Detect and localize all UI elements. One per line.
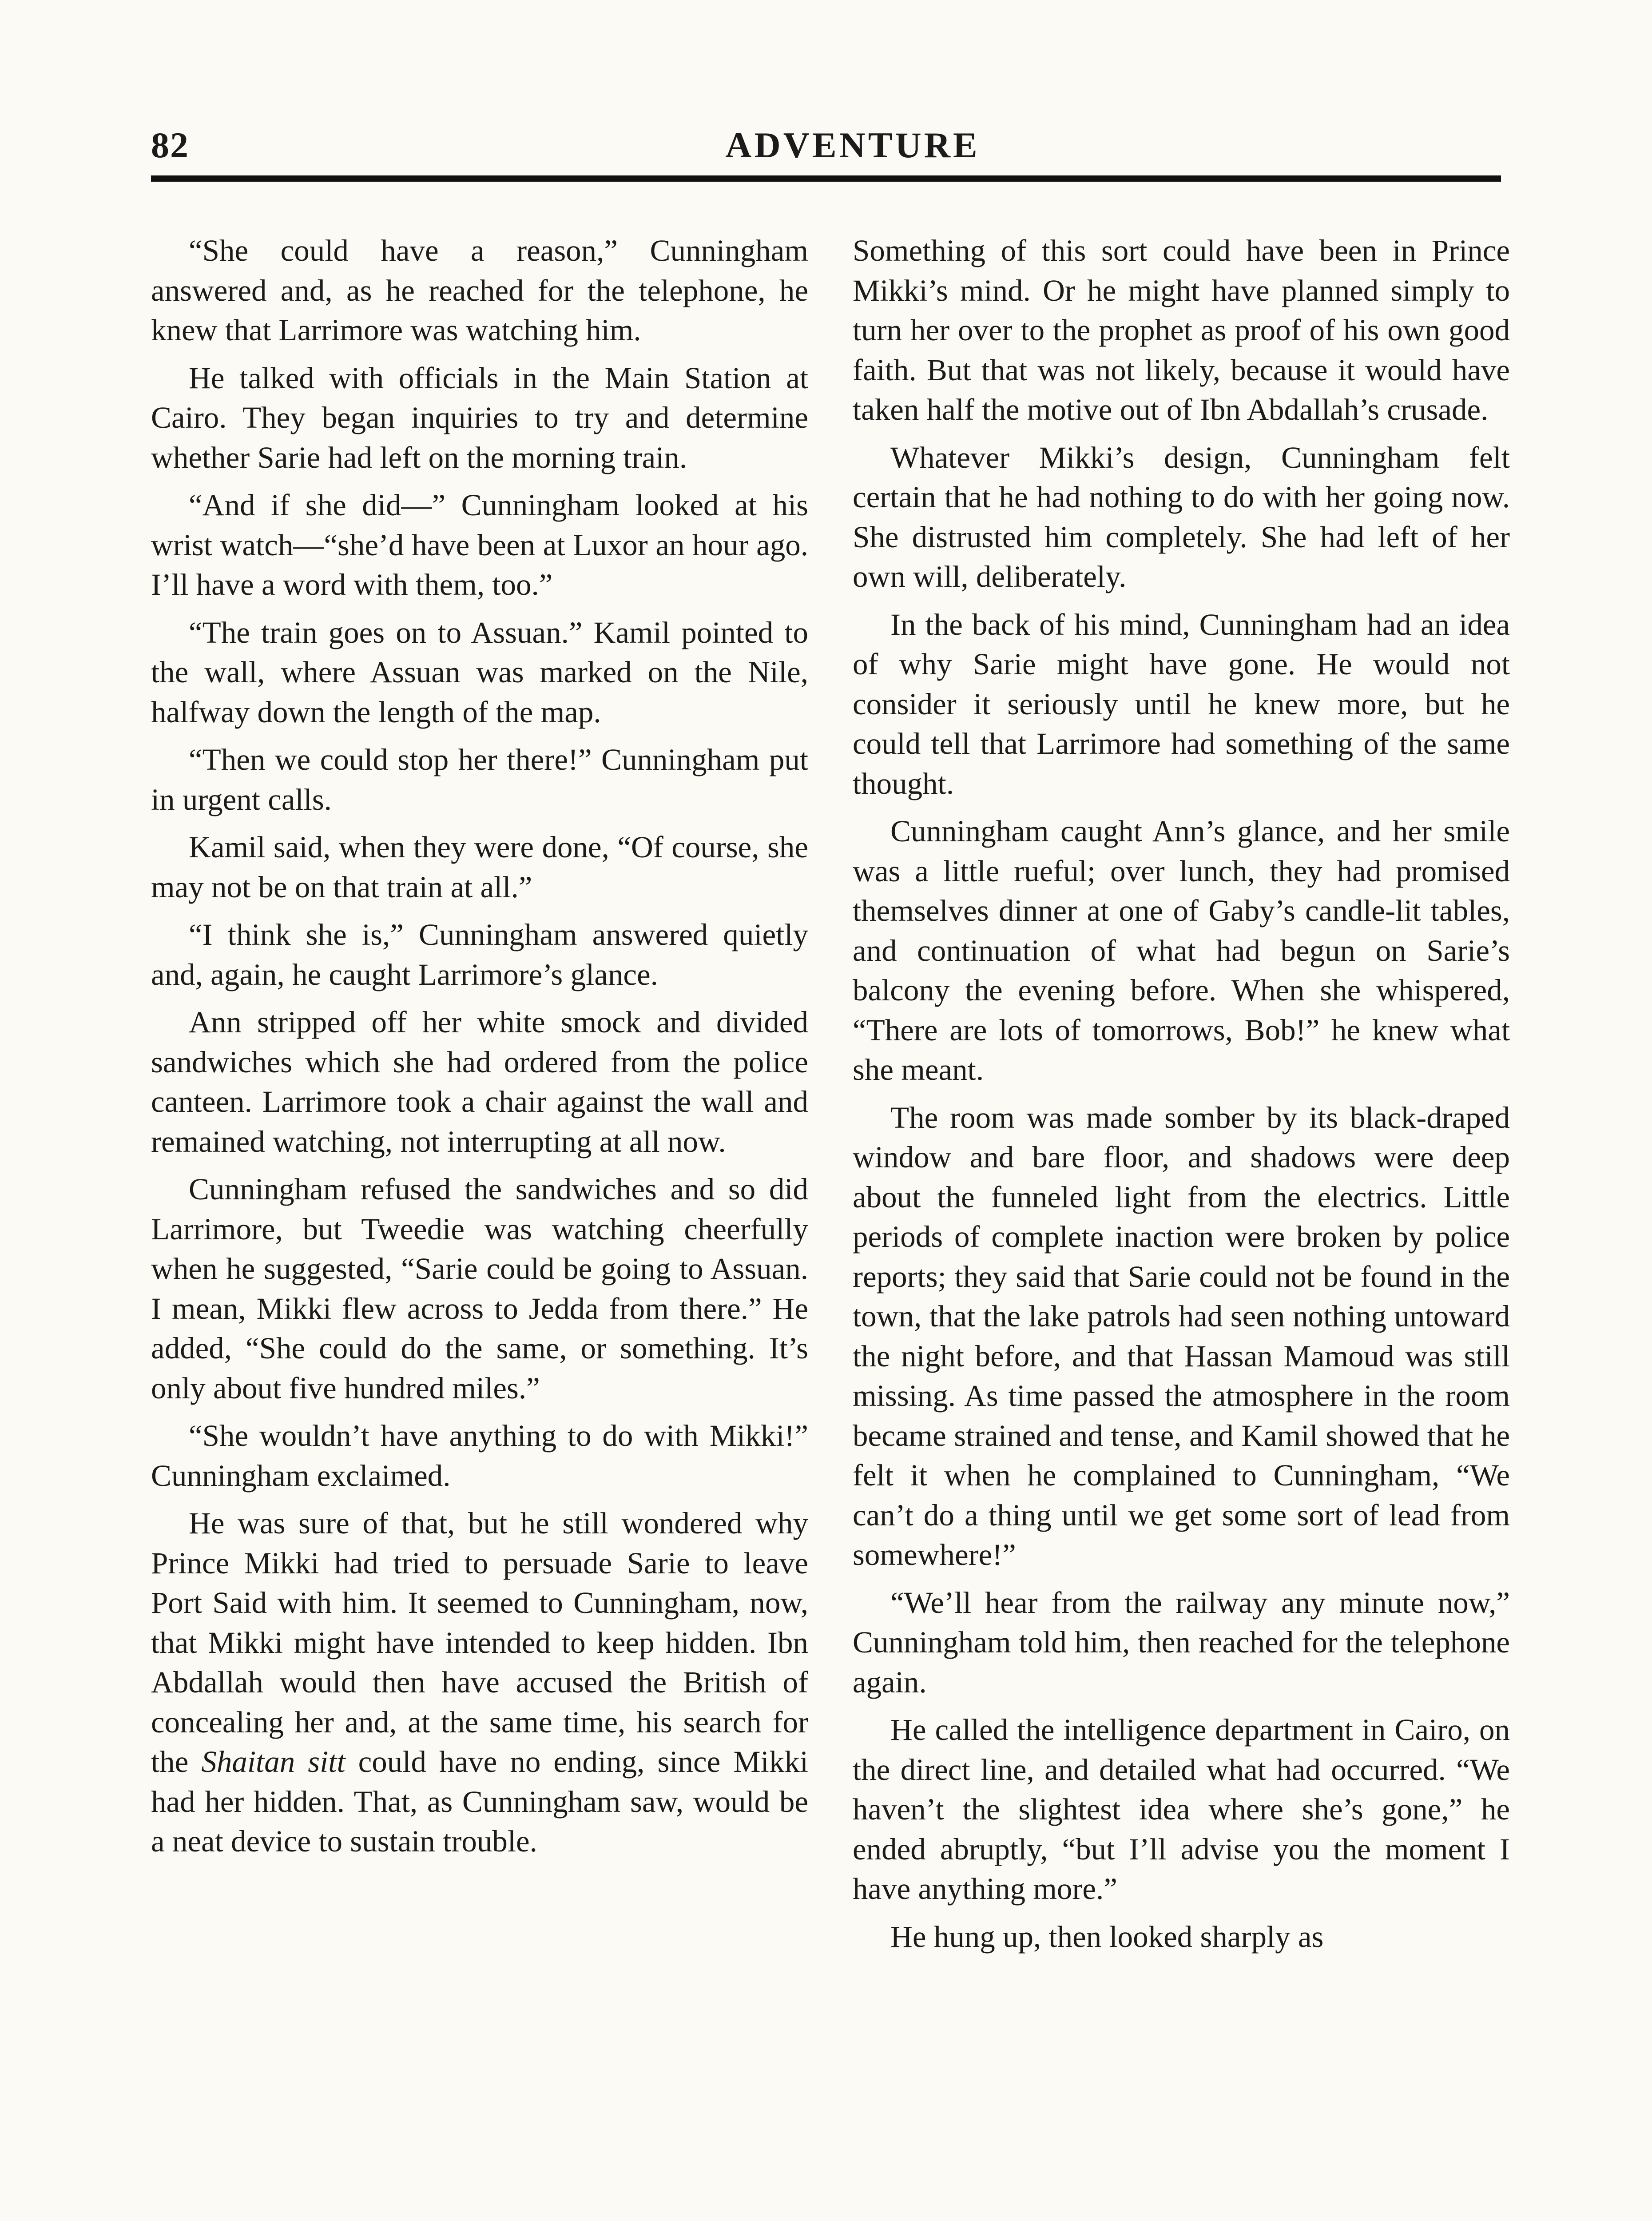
paragraph: Whatever Mikki’s design, Cunningham felt certain that he had nothing to do with her going now. She distrusted him completely. She had left of her own will, deliberately. (853, 440, 1510, 593)
paragraph: “I think she is,” Cunningham answered quietly and, again, he caught Larrimore’s glance. (151, 918, 808, 991)
paragraph: The room was made somber by its black-draped window and bare floor, and shadows were deep about the funneled light from the electrics. Little periods of complete inaction were broken by police reports; they said that Sarie could not be found in the town, that the lake patrols had seen nothing untoward the night before, and that Hassan Mamoud was still missing. As time passed the atmosphere in the room became strained and tense, and Kamil showed that he felt it when he complained to Cunningham, “We can’t do a thing until we get some sort of lead from somewhere!” (853, 1100, 1510, 1572)
header-rule (151, 175, 1501, 182)
page-header (151, 120, 1501, 173)
running-head-title: ADVENTURE (725, 125, 980, 165)
paragraph: Cunningham refused the sandwiches and so did Larrimore, but Tweedie was watching cheerfully when he suggested, “Sarie could be going to Assuan. I mean, Mikki flew across to Jedda from there.” He added, “She could do the same, or something. It’s only about five hundred miles.” (151, 1172, 808, 1405)
paragraph-text: He was sure of that, but he still wondered why Prince Mikki had tried to persuade Sarie to leave Port Said with him. It seemed to Cunningham, now, that Mikki might have intended to keep hidden. Ibn Abdallah would then have accused the British of concealing her and, at the same time, his search for the (151, 1506, 808, 1779)
paragraph: Cunningham caught Ann’s glance, and her smile was a little rueful; over lunch, they had promised themselves dinner at one of Gaby’s candle-lit tables, and continuation of what had begun on Sarie’s balcony the evening before. When she whispered, “There are lots of tomorrows, Bob!” he knew what she meant. (853, 814, 1510, 1087)
paragraph: “We’ll hear from the railway any minute now,” Cunningham told him, then reached for the telephone again. (853, 1585, 1510, 1699)
paragraph: Kamil said, when they were done, “Of course, she may not be on that train at all.” (151, 830, 808, 904)
paragraph-continuation: Something of this sort could have been in Prince Mikki’s mind. Or he might have planned simply to turn her over to the prophet as proof of his own good faith. But that was not likely, because it would have taken half the motive out of Ibn Abdallah’s crusade. (853, 234, 1510, 426)
left-column (151, 231, 808, 2221)
page-number: 82 (151, 125, 189, 165)
paragraph: “Then we could stop her there!” Cunningham put in urgent calls. (151, 743, 808, 816)
paragraph: He called the intelligence department in Cairo, on the direct line, and detailed what had occurred. “We haven’t the slightest idea where she’s gone,” he ended abruptly, “but I’ll advise you the moment I have anything more.” (853, 1713, 1510, 1906)
paragraph: He hung up, then looked sharply as (890, 1919, 1324, 1954)
paragraph: “And if she did—” Cunningham looked at his wrist watch—“she’d have been at Luxor an hour ago. I’ll have a word with them, too.” (151, 488, 808, 601)
paragraph: In the back of his mind, Cunningham had an idea of why Sarie might have gone. He would not consider it seriously until he knew more, but he could tell that Larrimore had something of the same thought. (853, 607, 1510, 800)
paragraph: “The train goes on to Assuan.” Kamil pointed to the wall, where Assuan was marked on the Nile, halfway down the length of the map. (151, 615, 808, 729)
right-column (853, 231, 1510, 2221)
italic-phrase: Shaitan sitt (201, 1745, 345, 1779)
paragraph: “She could have a reason,” Cunningham answered and, as he reached for the telephone, he knew that Larrimore was watching him. (151, 234, 808, 347)
paragraph: He talked with officials in the Main Station at Cairo. They began inquiries to try and determine whether Sarie had left on the morning train. (151, 361, 808, 474)
paragraph: Ann stripped off her white smock and divided sandwiches which she had ordered from the police canteen. Larrimore took a chair against the wall and remained watching, not interrupting at all now. (151, 1005, 808, 1158)
paragraph-text: could have no ending, since Mikki had her hidden. That, as Cunningham saw, would be a neat device to sustain trouble. (151, 1745, 809, 1858)
paragraph: “She wouldn’t have anything to do with Mikki!” Cunningham exclaimed. (151, 1419, 808, 1493)
paragraph (151, 1504, 808, 1862)
